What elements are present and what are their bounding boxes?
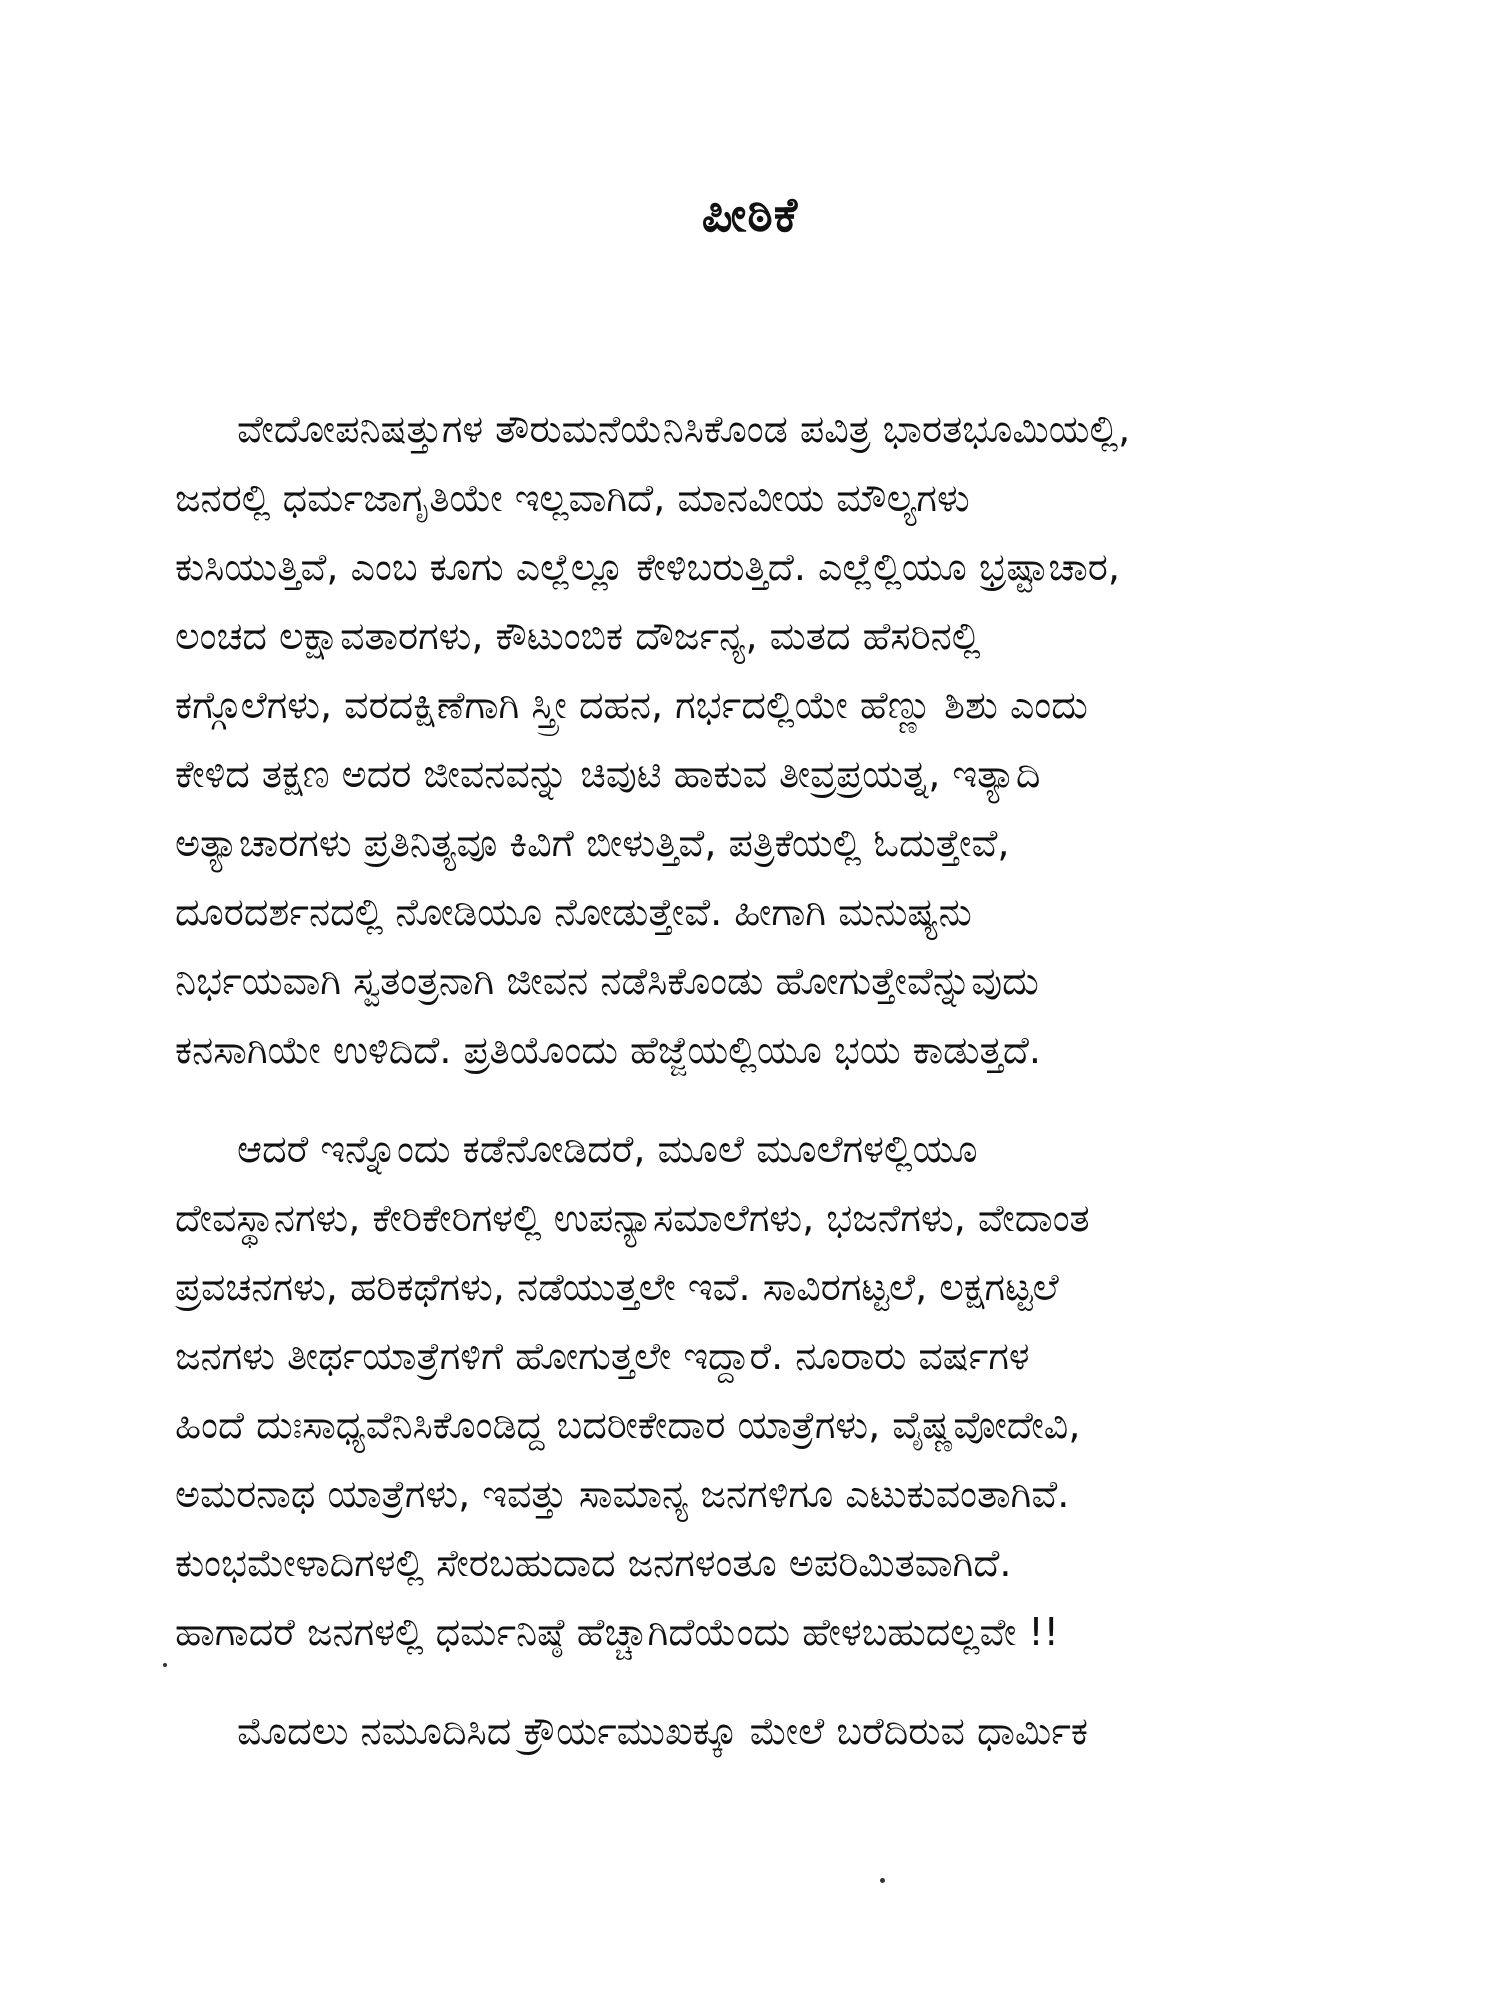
paragraph-line: ಕಗ್ಗೊಲೆಗಳು, ವರದಕ್ಷಿಣೆಗಾಗಿ ಸ್ತ್ರೀ ದಹನ, ಗರ್ಭದಲ್ಲಿಯೇ ಹೆಣ್ಣು ಶಿಶು ಎಂದು bbox=[175, 683, 1088, 727]
paragraph-3 bbox=[175, 1697, 1340, 1766]
paragraph-line: ಅತ್ಯಾಚಾರಗಳು ಪ್ರತಿನಿತ್ಯವೂ ಕಿವಿಗೆ ಬೀಳುತ್ತಿವೆ, ಪತ್ರಿಕೆಯಲ್ಲಿ ಓದುತ್ತೇವೆ, bbox=[175, 821, 1010, 865]
paragraph-line: ಕೇಳಿದ ತಕ್ಷಣ ಅದರ ಜೀವನವನ್ನು ಚಿವುಟಿ ಹಾಕುವ ತೀವ್ರಪ್ರಯತ್ನ, ಇತ್ಯಾದಿ bbox=[175, 752, 1041, 796]
paragraph-line: ಲಂಚದ ಲಕ್ಷಾವತಾರಗಳು, ಕೌಟುಂಬಿಕ ದೌರ್ಜನ್ಯ, ಮತದ ಹೆಸರಿನಲ್ಲಿ bbox=[175, 614, 981, 658]
paragraph-line: ಕುಸಿಯುತ್ತಿವೆ, ಎಂಬ ಕೂಗು ಎಲ್ಲೆಲ್ಲೂ ಕೇಳಿಬರುತ್ತಿದೆ. ಎಲ್ಲೆಲ್ಲಿಯೂ ಭ್ರಷ್ಟಾಚಾರ, bbox=[175, 545, 1120, 589]
paragraph-line: ಜನಗಳು ತೀರ್ಥಯಾತ್ರೆಗಳಿಗೆ ಹೋಗುತ್ತಲೇ ಇದ್ದಾರೆ. ನೂರಾರು ವರ್ಷಗಳ bbox=[175, 1334, 1030, 1378]
paragraph-line: ನಿರ್ಭಯವಾಗಿ ಸ್ವತಂತ್ರನಾಗಿ ಜೀವನ ನಡೆಸಿಕೊಂಡು ಹೋಗುತ್ತೇವೆನ್ನುವುದು bbox=[175, 959, 1039, 1003]
scan-speck bbox=[880, 1878, 885, 1883]
paragraph-line: ವೇದೋಪನಿಷತ್ತುಗಳ ತೌರುಮನೆಯೆನಿಸಿಕೊಂಡ ಪವಿತ್ರ ಭಾರತಭೂಮಿಯಲ್ಲಿ, bbox=[237, 407, 1131, 451]
paragraph-line: ಮೊದಲು ನಮೂದಿಸಿದ ಕ್ರೌರ್ಯಮುಖಕ್ಕೂ ಮೇಲೆ ಬರೆದಿರುವ ಧಾರ್ಮಿಕ bbox=[237, 1709, 1089, 1753]
paragraph-line: ಆದರೆ ಇನ್ನೊಂದು ಕಡೆನೋಡಿದರೆ, ಮೂಲೆ ಮೂಲೆಗಳಲ್ಲಿಯೂ bbox=[237, 1127, 978, 1171]
paragraph-line: ದೂರದರ್ಶನದಲ್ಲಿ ನೋಡಿಯೂ ನೋಡುತ್ತೇವೆ. ಹೀಗಾಗಿ ಮನುಷ್ಯನು bbox=[175, 890, 972, 934]
paragraph-line: ದೇವಸ್ಥಾನಗಳು, ಕೇರಿಕೇರಿಗಳಲ್ಲಿ ಉಪನ್ಯಾಸಮಾಲೆಗಳು, ಭಜನೆಗಳು, ವೇದಾಂತ bbox=[175, 1196, 1090, 1240]
page-title: ಪೀಠಿಕೆ bbox=[701, 187, 799, 243]
paragraph-line: ಕುಂಭಮೇಳಾದಿಗಳಲ್ಲಿ ಸೇರಬಹುದಾದ ಜನಗಳಂತೂ ಅಪರಿಮಿತವಾಗಿದೆ. bbox=[175, 1541, 1012, 1585]
paragraph-1 bbox=[175, 395, 1340, 1085]
paragraph-line: ಹಿಂದೆ ದುಃಸಾಧ್ಯವೆನಿಸಿಕೊಂಡಿದ್ದ ಬದರೀಕೇದಾರ ಯಾತ್ರೆಗಳು, ವೈಷ್ಣವೋದೇವಿ, bbox=[175, 1403, 1081, 1447]
paragraph-line: ಅಮರನಾಥ ಯಾತ್ರೆಗಳು, ಇವತ್ತು ಸಾಮಾನ್ಯ ಜನಗಳಿಗೂ ಎಟುಕುವಂತಾಗಿವೆ. bbox=[175, 1472, 1070, 1516]
paragraph-2 bbox=[175, 1115, 1340, 1667]
paragraph-line: ಹಾಗಾದರೆ ಜನಗಳಲ್ಲಿ ಧರ್ಮನಿಷ್ಠೆ ಹೆಚ್ಚಾಗಿದೆಯೆಂದು ಹೇಳಬಹುದಲ್ಲವೇ !! bbox=[175, 1610, 1059, 1654]
body-text bbox=[175, 395, 1340, 1766]
paragraph-line: ಪ್ರವಚನಗಳು, ಹರಿಕಥೆಗಳು, ನಡೆಯುತ್ತಲೇ ಇವೆ. ಸಾವಿರಗಟ್ಟಲೆ, ಲಕ್ಷಗಟ್ಟಲೆ bbox=[175, 1265, 1059, 1309]
paragraph-line: ಕನಸಾಗಿಯೇ ಉಳಿದಿದೆ. ಪ್ರತಿಯೊಂದು ಹೆಜ್ಜೆಯಲ್ಲಿಯೂ ಭಯ ಕಾಡುತ್ತದೆ. bbox=[175, 1028, 1041, 1072]
scan-speck bbox=[163, 1663, 167, 1667]
paragraph-line: ಜನರಲ್ಲಿ ಧರ್ಮಜಾಗೃತಿಯೇ ಇಲ್ಲವಾಗಿದೆ, ಮಾನವೀಯ ಮೌಲ್ಯಗಳು bbox=[175, 476, 970, 520]
